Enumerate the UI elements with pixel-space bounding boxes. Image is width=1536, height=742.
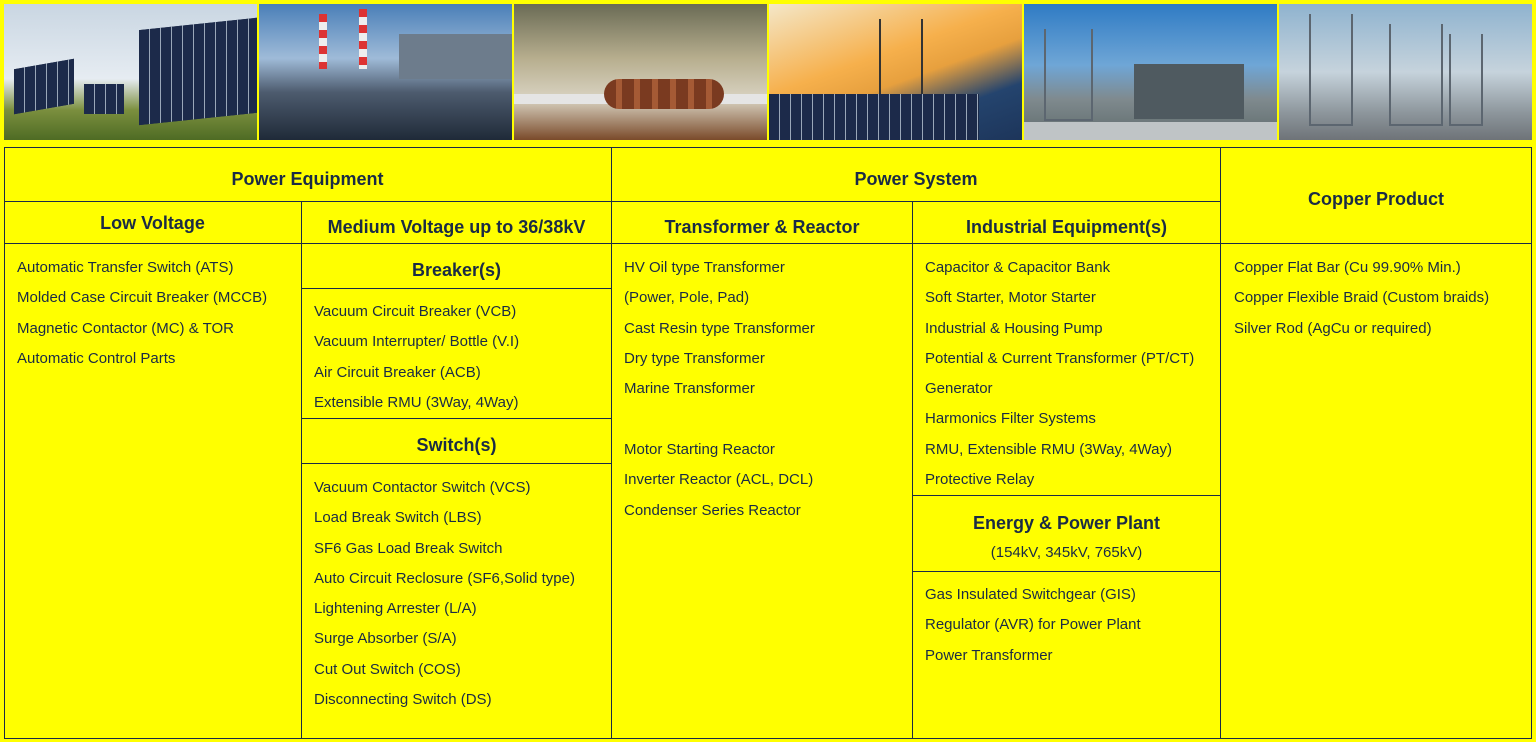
switches-list — [314, 473, 575, 715]
power-system-heading: Power System — [854, 169, 978, 189]
list-item: Cut Out Switch (COS) — [314, 660, 461, 678]
solar-trackers-photo — [4, 4, 257, 140]
breakers-heading: Breaker(s) — [411, 260, 502, 280]
list-item: Vacuum Interrupter/ Bottle (V.I) — [314, 333, 520, 351]
list-item: Cast Resin type Transformer — [624, 319, 815, 337]
list-item: Harmonics Filter Systems — [925, 410, 1096, 428]
list-item: Protective Relay — [925, 471, 1035, 489]
list-item: Copper Flat Bar (Cu 99.90% Min.) — [1234, 259, 1461, 276]
list-item: Power Transformer — [925, 646, 1053, 664]
list-item: Motor Starting Reactor — [624, 441, 775, 458]
list-item: Dry type Transformer — [624, 349, 765, 367]
transformer-reactor-heading: Transformer & Reactor — [664, 217, 860, 237]
industrial-equipment-heading: Industrial Equipment(s) — [965, 217, 1167, 237]
list-item: Vacuum Circuit Breaker (VCB) — [314, 303, 517, 320]
list-item: Inverter Reactor (ACL, DCL) — [624, 471, 814, 489]
transformer-yard-photo — [1024, 4, 1277, 140]
list-item: RMU, Extensible RMU (3Way, 4Way) — [925, 440, 1172, 458]
product-table — [4, 147, 1532, 739]
list-item: Soft Starter, Motor Starter — [925, 289, 1096, 307]
list-item: Automatic Control Parts — [17, 349, 176, 367]
transformers-list — [624, 253, 815, 404]
list-item: HV Oil type Transformer — [624, 259, 785, 276]
substation-photo — [1279, 4, 1532, 140]
list-item: Air Circuit Breaker (ACB) — [314, 363, 481, 381]
list-item: Silver Rod (AgCu or required) — [1234, 319, 1432, 337]
list-item: Vacuum Contactor Switch (VCS) — [314, 479, 531, 496]
energy-plant-list — [925, 580, 1141, 671]
insulators-photo — [514, 4, 767, 140]
energy-plant-subtitle: (154kV, 345kV, 765kV) — [990, 544, 1143, 561]
list-item: Marine Transformer — [624, 380, 755, 398]
list-item: Disconnecting Switch (DS) — [314, 691, 492, 709]
reactors-list — [624, 435, 813, 526]
list-item: Copper Flexible Braid (Custom braids) — [1234, 289, 1490, 307]
list-item: Capacitor & Capacitor Bank — [925, 259, 1111, 276]
list-item: SF6 Gas Load Break Switch — [314, 539, 503, 557]
list-item: Generator — [925, 380, 993, 398]
list-item: Auto Circuit Reclosure (SF6,Solid type) — [314, 569, 575, 587]
industrial-list — [925, 253, 1194, 495]
breakers-list — [314, 297, 519, 418]
solar-transmission-photo — [769, 4, 1022, 140]
list-item: Industrial & Housing Pump — [925, 319, 1103, 337]
list-item: Gas Insulated Switchgear (GIS) — [925, 586, 1136, 603]
low-voltage-list — [17, 253, 267, 374]
banner — [4, 4, 1532, 140]
copper-product-heading: Copper Product — [1307, 189, 1444, 209]
list-item: Surge Absorber (S/A) — [314, 630, 457, 648]
list-item: Automatic Transfer Switch (ATS) — [17, 259, 234, 276]
list-item: Potential & Current Transformer (PT/CT) — [925, 349, 1195, 367]
energy-plant-heading: Energy & Power Plant — [972, 513, 1161, 533]
medium-voltage-heading: Medium Voltage up to 36/38kV — [327, 217, 586, 237]
list-item: (Power, Pole, Pad) — [624, 289, 750, 307]
list-item: Lightening Arrester (L/A) — [314, 600, 477, 618]
power-equipment-heading: Power Equipment — [231, 169, 384, 189]
switches-heading: Switch(s) — [416, 435, 497, 455]
list-item: Condenser Series Reactor — [624, 501, 801, 519]
list-item: Load Break Switch (LBS) — [314, 509, 482, 527]
copper-list — [1234, 253, 1489, 344]
low-voltage-heading: Low Voltage — [100, 213, 205, 233]
list-item: Extensible RMU (3Way, 4Way) — [314, 393, 519, 411]
power-plant-photo — [259, 4, 512, 140]
list-item: Molded Case Circuit Breaker (MCCB) — [17, 289, 268, 307]
list-item: Regulator (AVR) for Power Plant — [925, 616, 1141, 634]
list-item: Magnetic Contactor (MC) & TOR — [17, 319, 235, 337]
